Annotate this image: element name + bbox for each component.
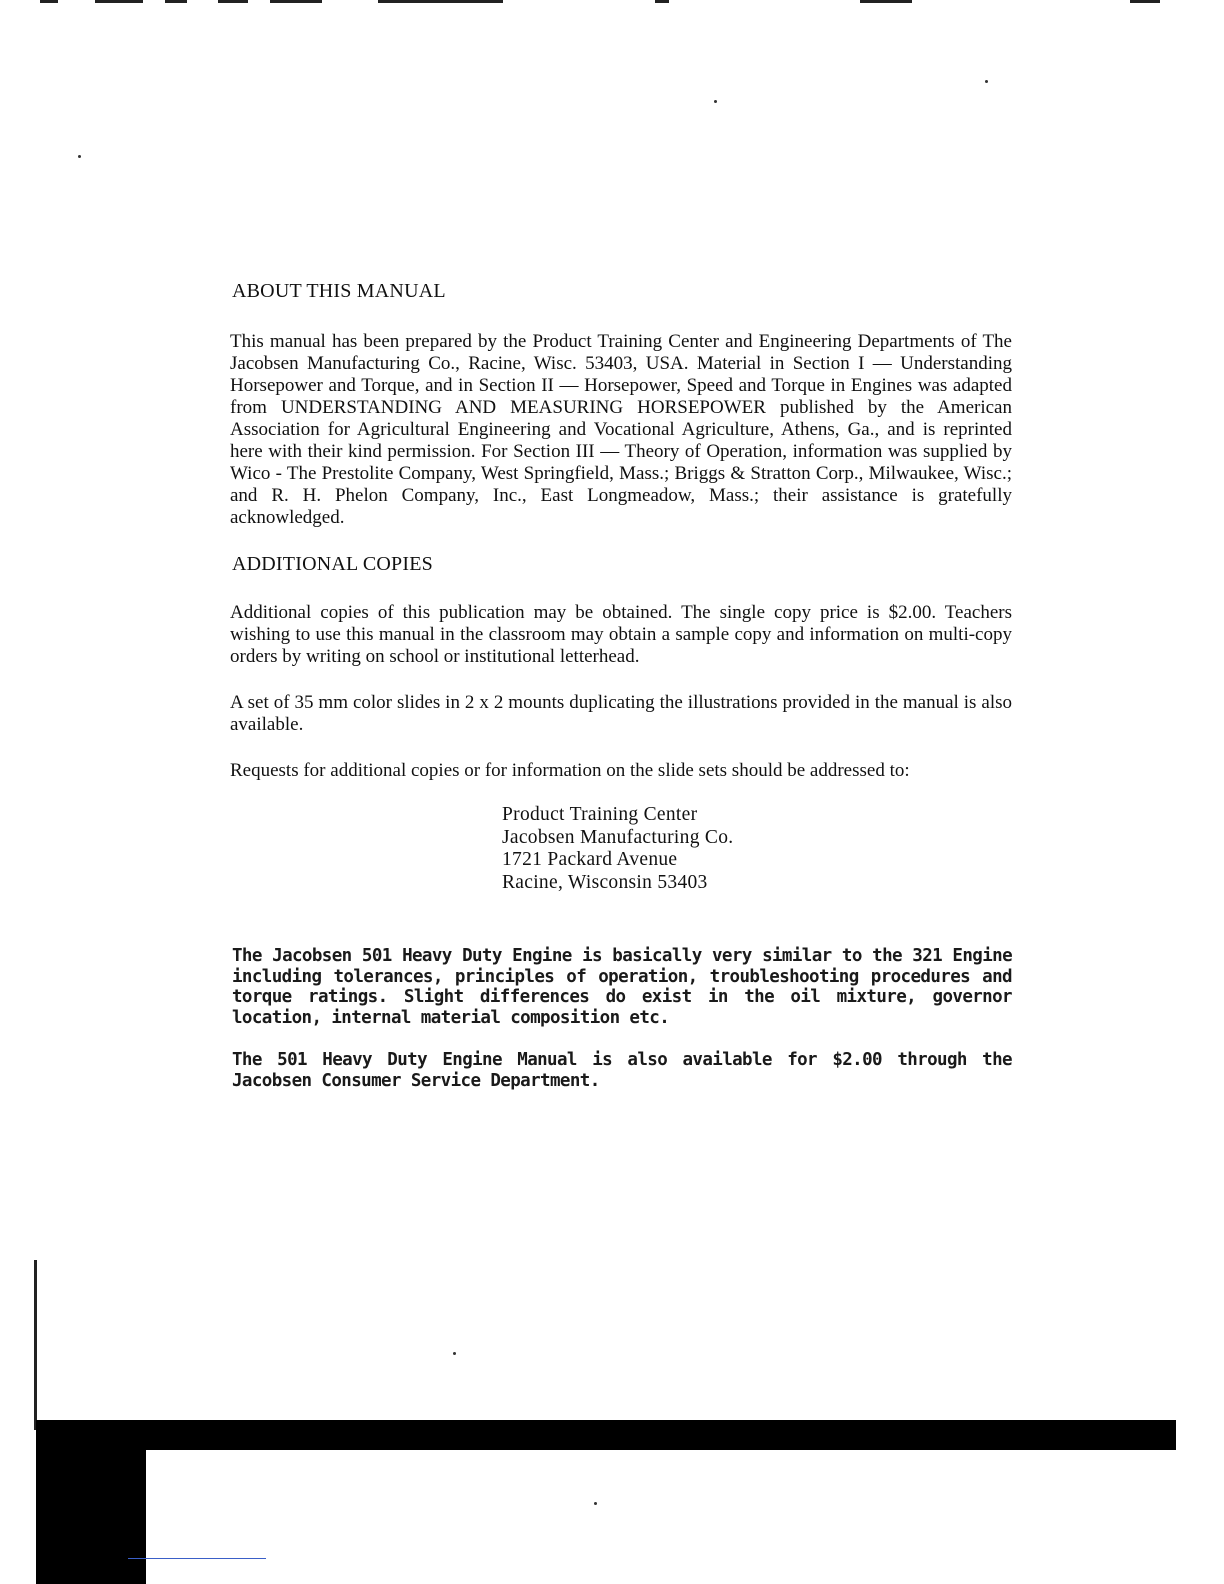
top-scan-marks xyxy=(0,0,1224,6)
scan-left-edge xyxy=(34,1260,37,1430)
address-line: Product Training Center xyxy=(502,804,698,825)
scan-bottom-bar xyxy=(36,1420,1176,1450)
engine-manual-availability-note: The 501 Heavy Duty Engine Manual is also available for $2.00 through the Jacobsen Consumer Service Department. xyxy=(232,1050,1012,1091)
slides-paragraph: A set of 35 mm color slides in 2 x 2 mounts duplicating the illustrations provided in the manual is also available. xyxy=(230,692,1012,735)
scan-blue-line xyxy=(128,1558,266,1559)
scan-speck xyxy=(985,80,988,83)
additional-copies-heading: ADDITIONAL COPIES xyxy=(232,553,433,575)
scan-speck xyxy=(594,1502,597,1505)
scan-speck xyxy=(714,100,717,103)
scan-speck xyxy=(78,155,81,158)
requests-paragraph: Requests for additional copies or for information on the slide sets should be addressed to: xyxy=(230,760,910,781)
address-line: Racine, Wisconsin 53403 xyxy=(502,871,708,893)
manual-content xyxy=(230,280,1012,1113)
about-paragraph: This manual has been prepared by the Product Training Center and Engineering Departments of The Jacobsen Manufacturing Co., Racine, Wisc. 53403, USA. Material in Section I — Understanding Horsepower and Torque, and in Section II — Horsepower, Speed and Torque in Engines was adapted from UNDERSTANDING AND MEASURING HORSEPOWER published by the American Association for Agricultural Engineering and Vocational Agriculture, Athens, Ga., and is reprinted here with their kind permission. For Section III — Theory of Operation, information was supplied by Wico - The Prestolite Company, West Springfield, Mass.; Briggs & Stratton Corp., Milwaukee, Wisc.; and R. H. Phelon Company, Inc., East Longmeadow, Mass.; their assistance is gratefully acknowledged. xyxy=(230,331,1012,528)
engine-501-note: The Jacobsen 501 Heavy Duty Engine is basically very similar to the 321 Engine including tolerances, principles of operation, troubleshooting procedures and torque ratings. Slight differences do exist in the oil mixture, governor location, internal material composition etc. xyxy=(232,946,1012,1028)
address-line: Jacobsen Manufacturing Co. xyxy=(502,826,734,848)
mailing-address xyxy=(502,804,1012,894)
about-heading: ABOUT THIS MANUAL xyxy=(232,280,446,302)
scan-bottom-corner xyxy=(36,1440,146,1584)
address-line: 1721 Packard Avenue xyxy=(502,849,678,870)
copies-price-paragraph: Additional copies of this publication may be obtained. The single copy price is $2.00. Teachers wishing to use this manual in the classroom may obtain a sample copy and information on multi-copy orders by writing on school or institutional letterhead. xyxy=(230,602,1012,667)
scan-speck xyxy=(453,1352,456,1355)
